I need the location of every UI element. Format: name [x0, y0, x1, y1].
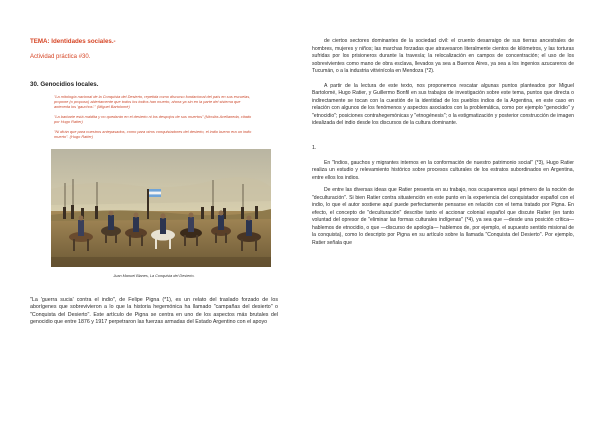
body-paragraph-3: En "Indios, gauchos y migrantes internos en la conformación de nuestro patrimonio social" (*3), Hugo Ratier realiza un estudio y relevamiento histórico sobre procesos culturales de los estratos subordinados en Argentina, entre ellos los indios. — [312, 159, 574, 181]
body-paragraph-4: De entre las diversas ideas que Ratier presenta en su trabajo, nos ocuparemos aquí primero de la noción de "deculturación". Si bien Ratier contra situatención en este punto en la experiencia del conquistador español con el indio, lo que el autor sostiene aquí puede perfectamente pensarse en relación con el tema tratado por Pigna. En efecto, el concepto de "deculturación" describe tanto el accionar colonial español que discute Ratier (en tanto voluntad del opresor de "eliminar las formas culturales indígenas" (*4), ya sea que —desde una posición crítica— hablemos de etnocidio, o que —discurso de apología— hablemos de, por ejemplo, el supuesto sentido misional de la conquista), como lo descripto por Pigna en su artículo sobre la llamada "Conquista del Desierto". Por ejemplo, Ratier señala que — [312, 187, 574, 246]
section-marker: 1. — [312, 144, 317, 151]
left-column — [30, 38, 278, 332]
epigraph-quote-1: "La mitología nacional de la Conquista del Desierto, repetida como discurso fundacional del país en sus escuelas, propone (o propuso) abiertamente que todos los indios han muerto, ahora ya sin en la parte del sistema que anteceda los 'gauchos'." (Miguel Bartolomé) — [54, 94, 251, 109]
body-paragraph-left: "La 'guerra sucia' contra el indio", de Felipe Pigna (*1), es un relato del traslado forzado de los aborígenes que sobrevivieron a lo que la historia hegemónica ha llamado "campañas del desierto" o "Conquista del Desierto". Este artículo de Pigna se centra en uno de los aspectos más brutales del genocidio que entre 1876 y 1917 perpetraron las fuerzas armadas del Estado Argentino con el apoyo — [30, 297, 278, 326]
painting-image — [51, 149, 271, 267]
painting-caption: Juan Manuel Blanes, La Conquista del Desierto. — [113, 274, 195, 278]
right-column — [312, 38, 574, 247]
body-paragraph-2: A partir de la lectura de este texto, nos proponemos rescatar algunas puntos planteados por Miguel Bartolomé, Hugo Ratier, y Guillermo Bonfil en sus trabajos de investigación sobre este tema, puntos que directa o indirectamente se tocan con la cuestión de la identidad de los pueblos indios de la Argentina, en este caso en relación con algunos de los fenómenos y aspectos asociados con la problemática, como por ejemplo "genocidio" y "etnocidio"; posiciones contrahegemónicas y "etnogénesis"; o la estigmatización y posterior construcción de imagen idealizada del indio desde los discursos de la cultura dominante. — [312, 82, 574, 126]
epigraph-quote-2: "La barbarie está maldita y no quedarán en el desierto ni los despojos de sus muertos" (Nicolás Avellaneda, citado por Hugo Ratier) — [54, 114, 252, 124]
actividad-label: Actividad práctica #30. — [30, 54, 91, 60]
body-paragraph-1: de ciertos sectores dominantes de la sociedad civil: el cruento desarraigo de sus tierras ancestrales de hombres, mujeres y niños; las marchas forzadas que atravesaron literalmente cientos de kilómetros, y las torturas sufridas por los prisioneros durante la travesía; la relocalización en campos de concentración; el uso de los sobrevivientes como mano de obra esclava, llevados ya sea a Buenos Aires, ya sea a los ingenios azucareros de Tucumán, o a la industria vitivinícola en Mendoza (*2). — [312, 38, 574, 74]
epigraph-quote-3: "Ni dirán que para nuestros antepasados, como para otros conquistadores del desierto, el indio bueno era un indio muerto". (Hugo Ratier) — [54, 129, 252, 139]
section-title: 30. Genocidios locales. — [30, 81, 99, 88]
tema-heading: TEMA: Identidades sociales.- — [30, 38, 116, 45]
